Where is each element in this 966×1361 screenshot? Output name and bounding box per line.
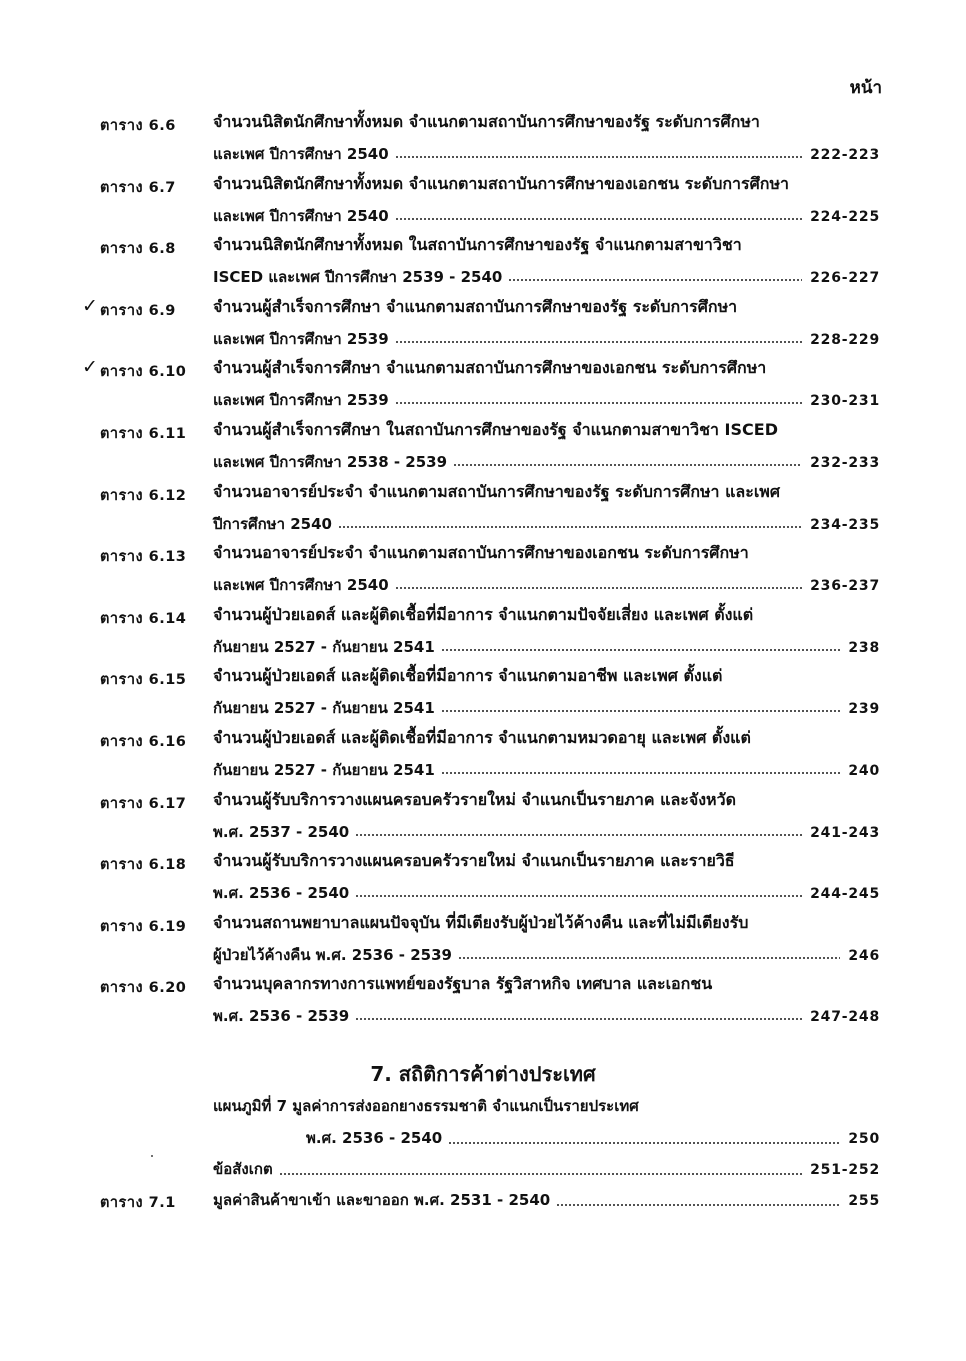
dot-leader [441,648,841,652]
entry-continuation-line [213,573,880,595]
table-label: ตาราง 6.7 [100,179,176,196]
dot-leader [441,771,841,775]
entry-continuation: ผู้ป่วยไว้ค้างคืน พ.ศ. 2536 - 2539 [213,945,452,964]
entry-continuation: ISCED และเพศ ปีการศึกษา 2539 - 2540 [213,268,503,287]
dot-leader [395,217,802,221]
entry-title: จำนวนนิสิตนักศึกษาทั้งหมด ในสถาบันการศึกษาของรัฐ จำแนกตามสาขาวิชา [213,235,742,255]
dot-leader [338,525,802,529]
entry-continuation: พ.ศ. 2537 - 2540 [213,822,350,841]
table-label: ตาราง 6.20 [100,980,187,997]
toc-entry[interactable] [0,231,966,293]
dot-leader [508,278,802,282]
entry-continuation: กันยายน 2527 - กันยายน 2541 [213,637,435,656]
entry-pages: 238 [848,639,880,656]
dot-leader [395,155,802,159]
entry-continuation: และเพศ ปีการศึกษา 2540 [213,145,389,163]
entry-title: จำนวนนิสิตนักศึกษาทั้งหมด จำแนกตามสถาบันการศึกษาของรัฐ ระดับการศึกษา [213,112,760,131]
table-7-1-entry[interactable] [213,1188,880,1212]
toc-entry[interactable] [0,416,966,478]
toc-entry[interactable] [0,601,966,663]
entry-continuation-line [213,450,880,472]
check-mark-icon: ✓ [82,294,98,317]
notes-pages: 251-252 [810,1162,880,1178]
dot-leader [556,1203,840,1207]
table-7-1-label: ตาราง 7.1 [100,1195,176,1211]
entry-continuation-line [213,327,880,349]
entry-pages: 246 [848,947,880,964]
check-mark-icon: ✓ [82,356,98,379]
entry-continuation-line [213,881,880,903]
entry-title: จำนวนอาจารย์ประจำ จำแนกตามสถาบันการศึกษาของเอกชน ระดับการศึกษา [213,543,749,563]
table-label: ตาราง 6.9 [100,302,176,319]
notes-entry[interactable] [213,1157,880,1181]
entry-pages: 240 [848,762,880,779]
entry-continuation-line [213,388,880,410]
toc-entry[interactable] [0,786,966,848]
entry-continuation-line [213,696,880,718]
chart-7-title: แผนภูมิที่ 7 มูลค่าการส่งออกยางธรรมชาติ จำแนกเป็นรายประเทศ [213,1097,639,1115]
dot-leader [355,894,802,898]
chart-7-entry[interactable] [213,1094,880,1118]
entry-continuation-line [213,820,880,842]
entry-pages: 244-245 [810,886,880,903]
entry-continuation-line [213,512,880,534]
toc-entry[interactable] [0,170,966,232]
entry-title: จำนวนผู้สำเร็จการศึกษา จำแนกตามสถาบันการศึกษาของรัฐ ระดับการศึกษา [213,296,738,316]
entry-pages: 236-237 [810,578,880,595]
entry-title: จำนวนผู้ป่วยเอดส์ และผู้ติดเชื้อที่มีอาการ จำแนกตามปัจจัยเสี่ยง และเพศ ตั้งแต่ [213,604,754,624]
entry-pages: 230-231 [810,393,880,410]
entry-pages: 224-225 [810,208,880,225]
table-label: ตาราง 6.15 [100,672,187,689]
entry-title: จำนวนบุคลากรทางการแพทย์ของรัฐบาล รัฐวิสาหกิจ เทศบาล และเอกชน [213,974,713,994]
entry-continuation: และเพศ ปีการศึกษา 2539 [213,329,389,348]
dot-leader [395,401,802,405]
toc-entry[interactable] [0,724,966,786]
table-label: ตาราง 6.14 [100,610,187,627]
entry-continuation: พ.ศ. 2536 - 2539 [213,1007,350,1026]
entry-title: จำนวนอาจารย์ประจำ จำแนกตามสถาบันการศึกษาของรัฐ ระดับการศึกษา และเพศ [213,481,780,501]
entry-title: จำนวนผู้สำเร็จการศึกษา ในสถาบันการศึกษาของรัฐ จำแนกตามสาขาวิชา ISCED [213,419,778,439]
dot-leader [355,1017,802,1021]
table-label: ตาราง 6.11 [100,425,187,442]
dot-leader [395,586,802,590]
dot-leader [395,340,802,344]
entry-continuation-line [213,943,880,965]
entry-title: จำนวนผู้รับบริการวางแผนครอบครัวรายใหม่ จำแนกเป็นรายภาค และจังหวัด [213,789,736,809]
table-label: ตาราง 6.8 [100,241,176,258]
entry-title: จำนวนสถานพยาบาลแผนปัจจุบัน ที่มีเตียงรับผู้ป่วยไว้ค้างคืน และที่ไม่มีเตียงรับ [213,912,749,932]
toc-entry[interactable] [0,478,966,540]
entry-continuation-line [213,204,880,226]
dot-leader [453,463,802,467]
entry-continuation: กันยายน 2527 - กันยายน 2541 [213,760,435,779]
table-label: ตาราง 6.16 [100,733,187,750]
entry-title: จำนวนผู้ป่วยเอดส์ และผู้ติดเชื้อที่มีอาการ จำแนกตามอาชีพ และเพศ ตั้งแต่ [213,666,723,686]
notes-title: ข้อสังเกต [213,1160,273,1178]
entry-continuation-line [213,1004,880,1026]
toc-entry[interactable] [0,909,966,971]
entry-pages: 239 [848,701,880,718]
entry-pages: 222-223 [810,147,880,163]
entry-continuation-line [213,142,880,164]
chart-7-continuation-line [306,1126,880,1150]
entry-title: จำนวนผู้รับบริการวางแผนครอบครัวรายใหม่ จำแนกเป็นรายภาค และรายวิธี [213,851,735,871]
dot-leader [441,709,841,713]
toc-entry[interactable] [0,970,966,1032]
table-label: ตาราง 6.18 [100,857,187,874]
table-label: ตาราง 6.17 [100,795,187,812]
entry-pages: 232-233 [810,454,880,471]
entry-continuation-line [213,265,880,287]
dot-leader [355,833,802,837]
table-label: ตาราง 6.6 [100,118,176,134]
toc-entry[interactable] [0,293,966,355]
table-7-1-pages: 255 [848,1193,880,1209]
entry-continuation: และเพศ ปีการศึกษา 2538 - 2539 [213,452,448,471]
entry-title: จำนวนผู้สำเร็จการศึกษา จำแนกตามสถาบันการศึกษาของเอกชน ระดับการศึกษา [213,358,767,378]
entry-continuation: และเพศ ปีการศึกษา 2539 [213,391,389,410]
entry-continuation: และเพศ ปีการศึกษา 2540 [213,206,389,225]
toc-entry[interactable] [0,847,966,909]
dot-leader [279,1172,802,1176]
dot-leader [458,956,840,960]
entry-continuation-line [213,635,880,657]
print-speck [151,1155,153,1157]
table-7-1-title: มูลค่าสินค้าขาเข้า และขาออก พ.ศ. 2531 - 2540 [213,1191,551,1209]
entry-continuation: พ.ศ. 2536 - 2540 [213,884,350,903]
toc-entry[interactable] [0,354,966,416]
entry-pages: 247-248 [810,1009,880,1026]
entry-continuation-line [213,758,880,780]
table-label: ตาราง 6.12 [100,487,187,504]
table-label: ตาราง 6.13 [100,549,187,566]
entry-pages: 226-227 [810,270,880,287]
entry-continuation: และเพศ ปีการศึกษา 2540 [213,576,389,595]
dot-leader [448,1141,840,1145]
page-column-header: หน้า [849,78,882,98]
entry-title: จำนวนนิสิตนักศึกษาทั้งหมด จำแนกตามสถาบันการศึกษาของเอกชน ระดับการศึกษา [213,173,789,193]
chart-7-continuation: พ.ศ. 2536 - 2540 [306,1129,443,1147]
table-label: ตาราง 6.10 [100,364,187,381]
section-7-title: 7. สถิติการค้าต่างประเทศ [370,1062,596,1086]
chart-7-pages: 250 [848,1131,880,1147]
toc-list [0,108,966,1032]
toc-entry[interactable] [0,539,966,601]
entry-continuation: ปีการศึกษา 2540 [213,514,332,533]
table-label: ตาราง 6.19 [100,918,187,935]
entry-pages: 241-243 [810,824,880,841]
entry-pages: 234-235 [810,516,880,533]
toc-entry[interactable] [0,662,966,724]
entry-continuation: กันยายน 2527 - กันยายน 2541 [213,699,435,718]
entry-pages: 228-229 [810,331,880,348]
entry-title: จำนวนผู้ป่วยเอดส์ และผู้ติดเชื้อที่มีอาการ จำแนกตามหมวดอายุ และเพศ ตั้งแต่ [213,727,751,747]
toc-entry[interactable] [0,108,966,170]
